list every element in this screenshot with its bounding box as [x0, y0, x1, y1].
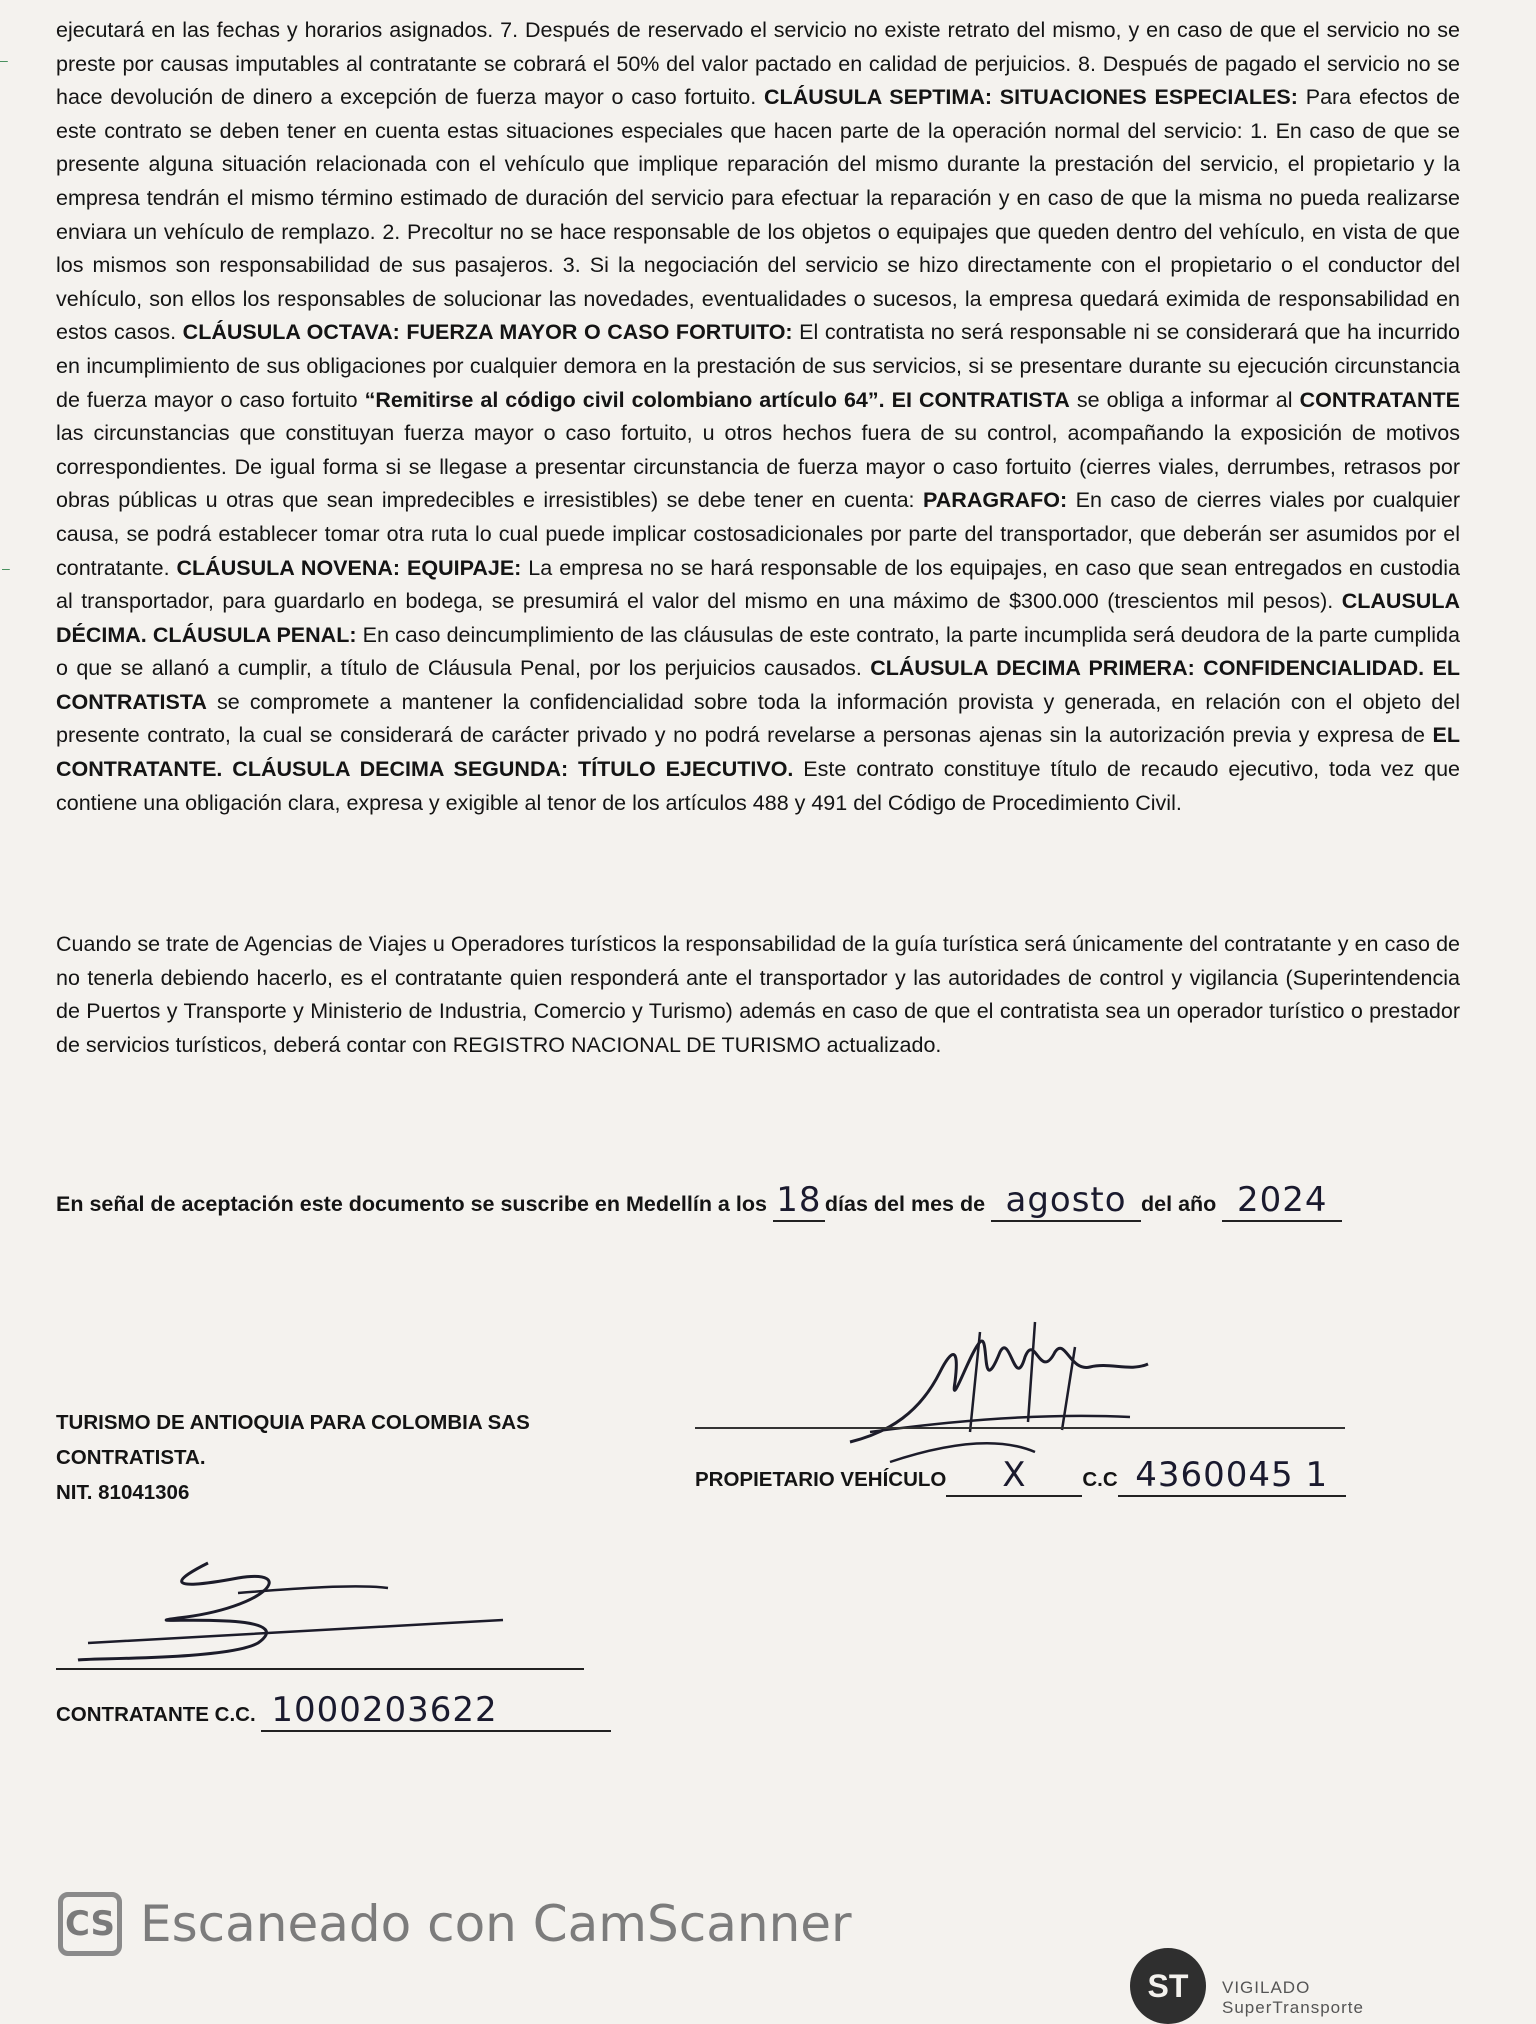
month-value: agosto: [1005, 1180, 1127, 1220]
camscanner-text: Escaneado con CamScanner: [140, 1895, 852, 1953]
owner-signature-line: [695, 1427, 1345, 1429]
clause-text: se obliga a informar al: [1069, 387, 1300, 412]
year-label: del año: [1141, 1192, 1217, 1216]
clause-heading: CLÁUSULA NOVENA: EQUIPAJE:: [176, 555, 522, 580]
clause-heading: EL CONTRATANTE. CLÁUSULA DECIMA SEGUNDA: TÍTULO EJECUTIVO.: [56, 723, 1460, 782]
clause-heading: CLÁUSULA DECIMA PRIMERA: CONFIDENCIALIDAD. EL CONTRATISTA: [56, 656, 1460, 714]
propietario-mark: X: [1002, 1455, 1027, 1495]
clause-text: En caso deincumplimiento de las cláusulas de este contrato, la parte incumplida será deudora de la parte cumplida o que se allanó a cumplir, a título de Cláusula Penal, por los perjuicios causados.: [56, 622, 1460, 681]
contract-clauses: [56, 14, 1460, 820]
owner-signature: [830, 1312, 1160, 1472]
propietario-mark-field: [946, 1455, 1082, 1497]
day-value: 18: [776, 1180, 822, 1220]
contratante-signature: [58, 1548, 528, 1678]
acceptance-prefix: En señal de aceptación este documento se suscribe en Medellín a los: [56, 1192, 767, 1216]
contratista-block: [56, 1405, 530, 1510]
cc-label: C.C: [1082, 1468, 1118, 1491]
vigilado-line1: VIGILADO: [1222, 1978, 1311, 1997]
contratante-signature-line: [56, 1668, 584, 1670]
clause-heading: CLAUSULA DÉCIMA. CLÁUSULA PENAL:: [56, 589, 1460, 647]
clause-text: Este contrato constituye título de recaudo ejecutivo, toda vez que contiene una obligación clara, expresa y exigible al tenor de los artículos 488 y 491 del Código de Procedimiento Civil.: [56, 757, 1460, 815]
clause-text: El contratista no será responsable ni se considerará que ha incurrido en incumplimiento de sus obligaciones por cualquier demora en la prestación de sus servicios, si se presentare durante su ejecución circunstancia de fuerza mayor o caso fortuito: [56, 320, 1461, 412]
month-field: [991, 1180, 1141, 1222]
propietario-cc-field: [1118, 1455, 1346, 1497]
contratante-label: CONTRATANTE C.C.: [56, 1703, 256, 1726]
day-field: [773, 1180, 825, 1222]
clause-text: se compromete a mantener la confidencialidad sobre toda la información provista y generada, en relación con el objeto del presente contrato, la cual se considerará de carácter privado y no podrá revelarse a personas ajenas sin la autorización previa y expresa de: [56, 689, 1460, 748]
clause-heading: CLÁUSULA OCTAVA: FUERZA MAYOR O CASO FORTUITO:: [182, 320, 793, 345]
st-badge-icon: ST: [1130, 1948, 1206, 2024]
clause-text: En caso de cierres viales por cualquier causa, se podrá establecer tomar otra ruta lo cual puede implicar costosadicionales por parte del transportador, que deberán ser asumidos por el contratante.: [56, 488, 1460, 580]
propietario-label: PROPIETARIO VEHÍCULO: [695, 1468, 947, 1491]
year-value: 2024: [1237, 1180, 1328, 1220]
year-field: [1222, 1180, 1342, 1222]
acceptance-mid: días del mes de: [824, 1192, 986, 1216]
propietario-cc-number: 4360045 1: [1135, 1455, 1329, 1495]
company-name: TURISMO DE ANTIOQUIA PARA COLOMBIA SAS: [56, 1411, 530, 1434]
camscanner-logo-icon: CS: [58, 1892, 122, 1956]
clause-text: las circunstancias que constituyan fuerza mayor o caso fortuito, u otros hechos fuera de su control, acompañando la exposición de motivos correspondientes. De igual forma si se llegase a presentar circunstancia de fuerza mayor o caso fortuito (cierres viales, derrumbes, retrasos por obras públicas u otras que sean impredecibles e irresistibles) se debe tener en cuenta:: [56, 421, 1460, 513]
clause-text: La empresa no se hará responsable de los equipajes, en caso que sean entregados en custodia al transportador, para guardarlo en bodega, se presumirá el valor del mismo en una máximo de $300.000 (trescientos mil pesos).: [56, 555, 1460, 614]
contratante-block: [56, 1690, 611, 1732]
tour-agency-paragraph: Cuando se trate de Agencias de Viajes u Operadores turísticos la responsabilidad de la guía turística será únicamente del contratante y en caso de no tenerla debiendo hacerlo, es el contratante quien responderá ante el transportador y las autoridades de control y vigilancia (Superintendencia de Puertos y Transporte y Ministerio de Industria, Comercio y Turismo) además en caso de que el contratista sea un operador turístico o prestador de servicios turísticos, deberá contar con REGISTRO NACIONAL DE TURISMO actualizado.: [56, 932, 1460, 1057]
acceptance-line: [56, 1180, 1460, 1222]
clause-heading: CLÁUSULA SEPTIMA: SITUACIONES ESPECIALES:: [764, 85, 1298, 110]
contratante-cc-field: [261, 1690, 611, 1732]
clause-heading: “Remitirse al código civil colombiano artículo 64”. EI CONTRATISTA: [364, 387, 1070, 412]
contratista-role: CONTRATISTA.: [56, 1446, 206, 1469]
clause-heading: CONTRATANTE: [1299, 387, 1460, 412]
camscanner-watermark: [58, 1892, 852, 1956]
vigilado-line2: SuperTransporte: [1222, 1998, 1364, 2017]
clause-text: Para efectos de este contrato se deben tener en cuenta estas situaciones especiales que hacen parte de la operación normal del servicio: 1. En caso de que se presente alguna situación relacionada con el vehículo que implique reparación del mismo durante la prestación del servicio, el propietario y la empresa tendrán el mismo término estimado de duración del servicio para efectuar la reparación y en caso de que la misma no pueda realizarse enviara un vehículo de remplazo. 2. Precoltur no se hace responsable de los objetos o equipajes que queden dentro del vehículo, en vista de que los mismos son responsabilidad de sus pasajeros. 3. Si la negociación del servicio se hizo directamente con el propietario o el conductor del vehículo, son ellos los responsables de solucionar las novedades, eventualidades o sucesos, la empresa quedará eximida de responsabilidad en estos casos.: [56, 85, 1460, 345]
contratista-nit: NIT. 81041306: [56, 1481, 190, 1504]
supertransporte-logo: [1128, 1944, 1536, 2016]
margin-mark: –: [0, 52, 8, 68]
clause-text: ejecutará en las fechas y horarios asignados. 7. Después de reservado el servicio no existe retrato del mismo, y en caso de que el servicio no se preste por causas imputables al contratante se cobrará el 50% del valor pactado en calidad de perjuicios. 8. Después de pagado el servicio no se hace devolución de dinero a excepción de fuerza mayor o caso fortuito.: [56, 18, 1460, 110]
propietario-block: [695, 1455, 1346, 1497]
margin-mark: –: [2, 560, 10, 576]
clause-heading: PARAGRAFO:: [923, 488, 1068, 513]
contratante-cc-number: 1000203622: [271, 1690, 498, 1730]
vigilado-text: [1222, 1978, 1364, 2018]
